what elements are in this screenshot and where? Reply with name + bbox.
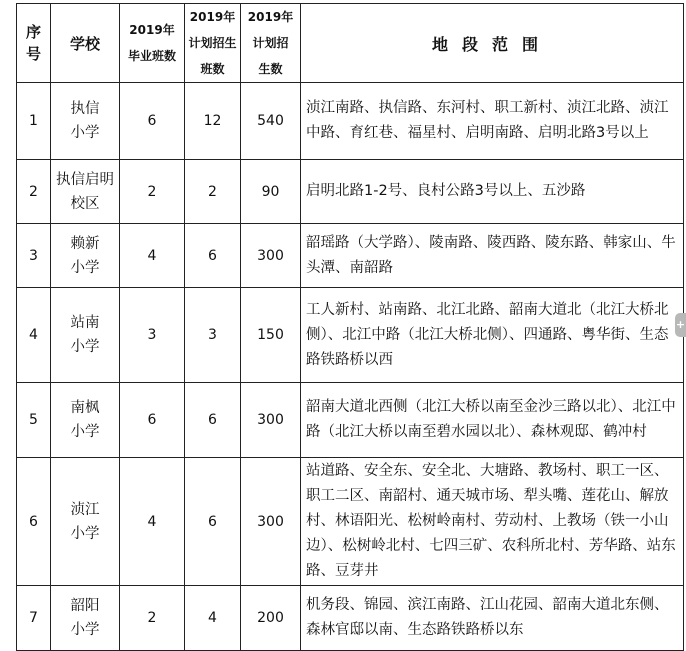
table-row xyxy=(17,83,684,160)
cell-seq: 4 xyxy=(17,288,51,383)
cell-seq: 1 xyxy=(17,83,51,160)
cell-school: 站南小学 xyxy=(51,288,120,383)
cell-planned-classes: 6 xyxy=(185,458,241,586)
plus-icon: + xyxy=(675,318,686,331)
cell-seq: 3 xyxy=(17,224,51,288)
cell-planned-students: 300 xyxy=(241,458,301,586)
table-row xyxy=(17,458,684,586)
cell-grad-classes: 2 xyxy=(120,586,185,651)
table-row xyxy=(17,383,684,458)
table-row xyxy=(17,288,684,383)
cell-grad-classes: 2 xyxy=(120,160,185,224)
cell-area: 浈江南路、执信路、东河村、职工新村、浈江北路、浈江中路、育红巷、福星村、启明南路、启明北路3号以上 xyxy=(301,83,684,160)
cell-grad-classes: 3 xyxy=(120,288,185,383)
enrollment-table-container xyxy=(16,3,684,651)
header-row xyxy=(17,4,684,83)
cell-grad-classes: 4 xyxy=(120,458,185,586)
cell-area: 启明北路1-2号、良村公路3号以上、五沙路 xyxy=(301,160,684,224)
cell-school: 赖新小学 xyxy=(51,224,120,288)
cell-planned-students: 200 xyxy=(241,586,301,651)
cell-school: 韶阳小学 xyxy=(51,586,120,651)
cell-seq: 2 xyxy=(17,160,51,224)
cell-planned-classes: 12 xyxy=(185,83,241,160)
cell-area: 机务段、锦园、滨江南路、江山花园、韶南大道北东侧、森林官邸以南、生态路铁路桥以东 xyxy=(301,586,684,651)
table-row xyxy=(17,160,684,224)
cell-grad-classes: 6 xyxy=(120,83,185,160)
cell-grad-classes: 6 xyxy=(120,383,185,458)
table-row xyxy=(17,586,684,651)
cell-planned-classes: 6 xyxy=(185,224,241,288)
cell-planned-students: 540 xyxy=(241,83,301,160)
cell-area: 站道路、安全东、安全北、大塘路、教场村、职工一区、职工二区、南韶村、通天城市场、犁头嘴、莲花山、解放村、林语阳光、松树岭南村、劳动村、上教场（铁一小山边）、松树岭北村、七四三矿、农科所北村、芳华路、站东路、豆芽井 xyxy=(301,458,684,586)
cell-school: 南枫小学 xyxy=(51,383,120,458)
header-planned-classes: 2019年计划招生班数 xyxy=(185,4,241,83)
cell-planned-classes: 3 xyxy=(185,288,241,383)
header-planned-students: 2019年计划招生数 xyxy=(241,4,301,83)
cell-planned-classes: 2 xyxy=(185,160,241,224)
cell-seq: 5 xyxy=(17,383,51,458)
cell-planned-students: 90 xyxy=(241,160,301,224)
cell-area: 韶瑶路（大学路）、陵南路、陵西路、陵东路、韩家山、牛头潭、南韶路 xyxy=(301,224,684,288)
cell-seq: 6 xyxy=(17,458,51,586)
cell-area: 韶南大道北西侧（北江大桥以南至金沙三路以北）、北江中路（北江大桥以南至碧水园以北）、森林观邸、鹤冲村 xyxy=(301,383,684,458)
cell-planned-students: 300 xyxy=(241,224,301,288)
cell-school: 执信启明校区 xyxy=(51,160,120,224)
cell-grad-classes: 4 xyxy=(120,224,185,288)
cell-area: 工人新村、站南路、北江北路、韶南大道北（北江大桥北侧）、北江中路（北江大桥北侧）、四通路、粤华街、生态路铁路桥以西 xyxy=(301,288,684,383)
enrollment-table xyxy=(16,3,684,651)
cell-planned-classes: 4 xyxy=(185,586,241,651)
header-area: 地段范围 xyxy=(301,4,684,83)
header-school: 学校 xyxy=(51,4,120,83)
cell-planned-students: 150 xyxy=(241,288,301,383)
header-seq: 序号 xyxy=(17,4,51,83)
table-row xyxy=(17,224,684,288)
side-expand-button[interactable] xyxy=(675,313,686,337)
cell-seq: 7 xyxy=(17,586,51,651)
cell-school: 执信小学 xyxy=(51,83,120,160)
header-grad-classes: 2019年毕业班数 xyxy=(120,4,185,83)
cell-planned-students: 300 xyxy=(241,383,301,458)
cell-planned-classes: 6 xyxy=(185,383,241,458)
cell-school: 浈江小学 xyxy=(51,458,120,586)
